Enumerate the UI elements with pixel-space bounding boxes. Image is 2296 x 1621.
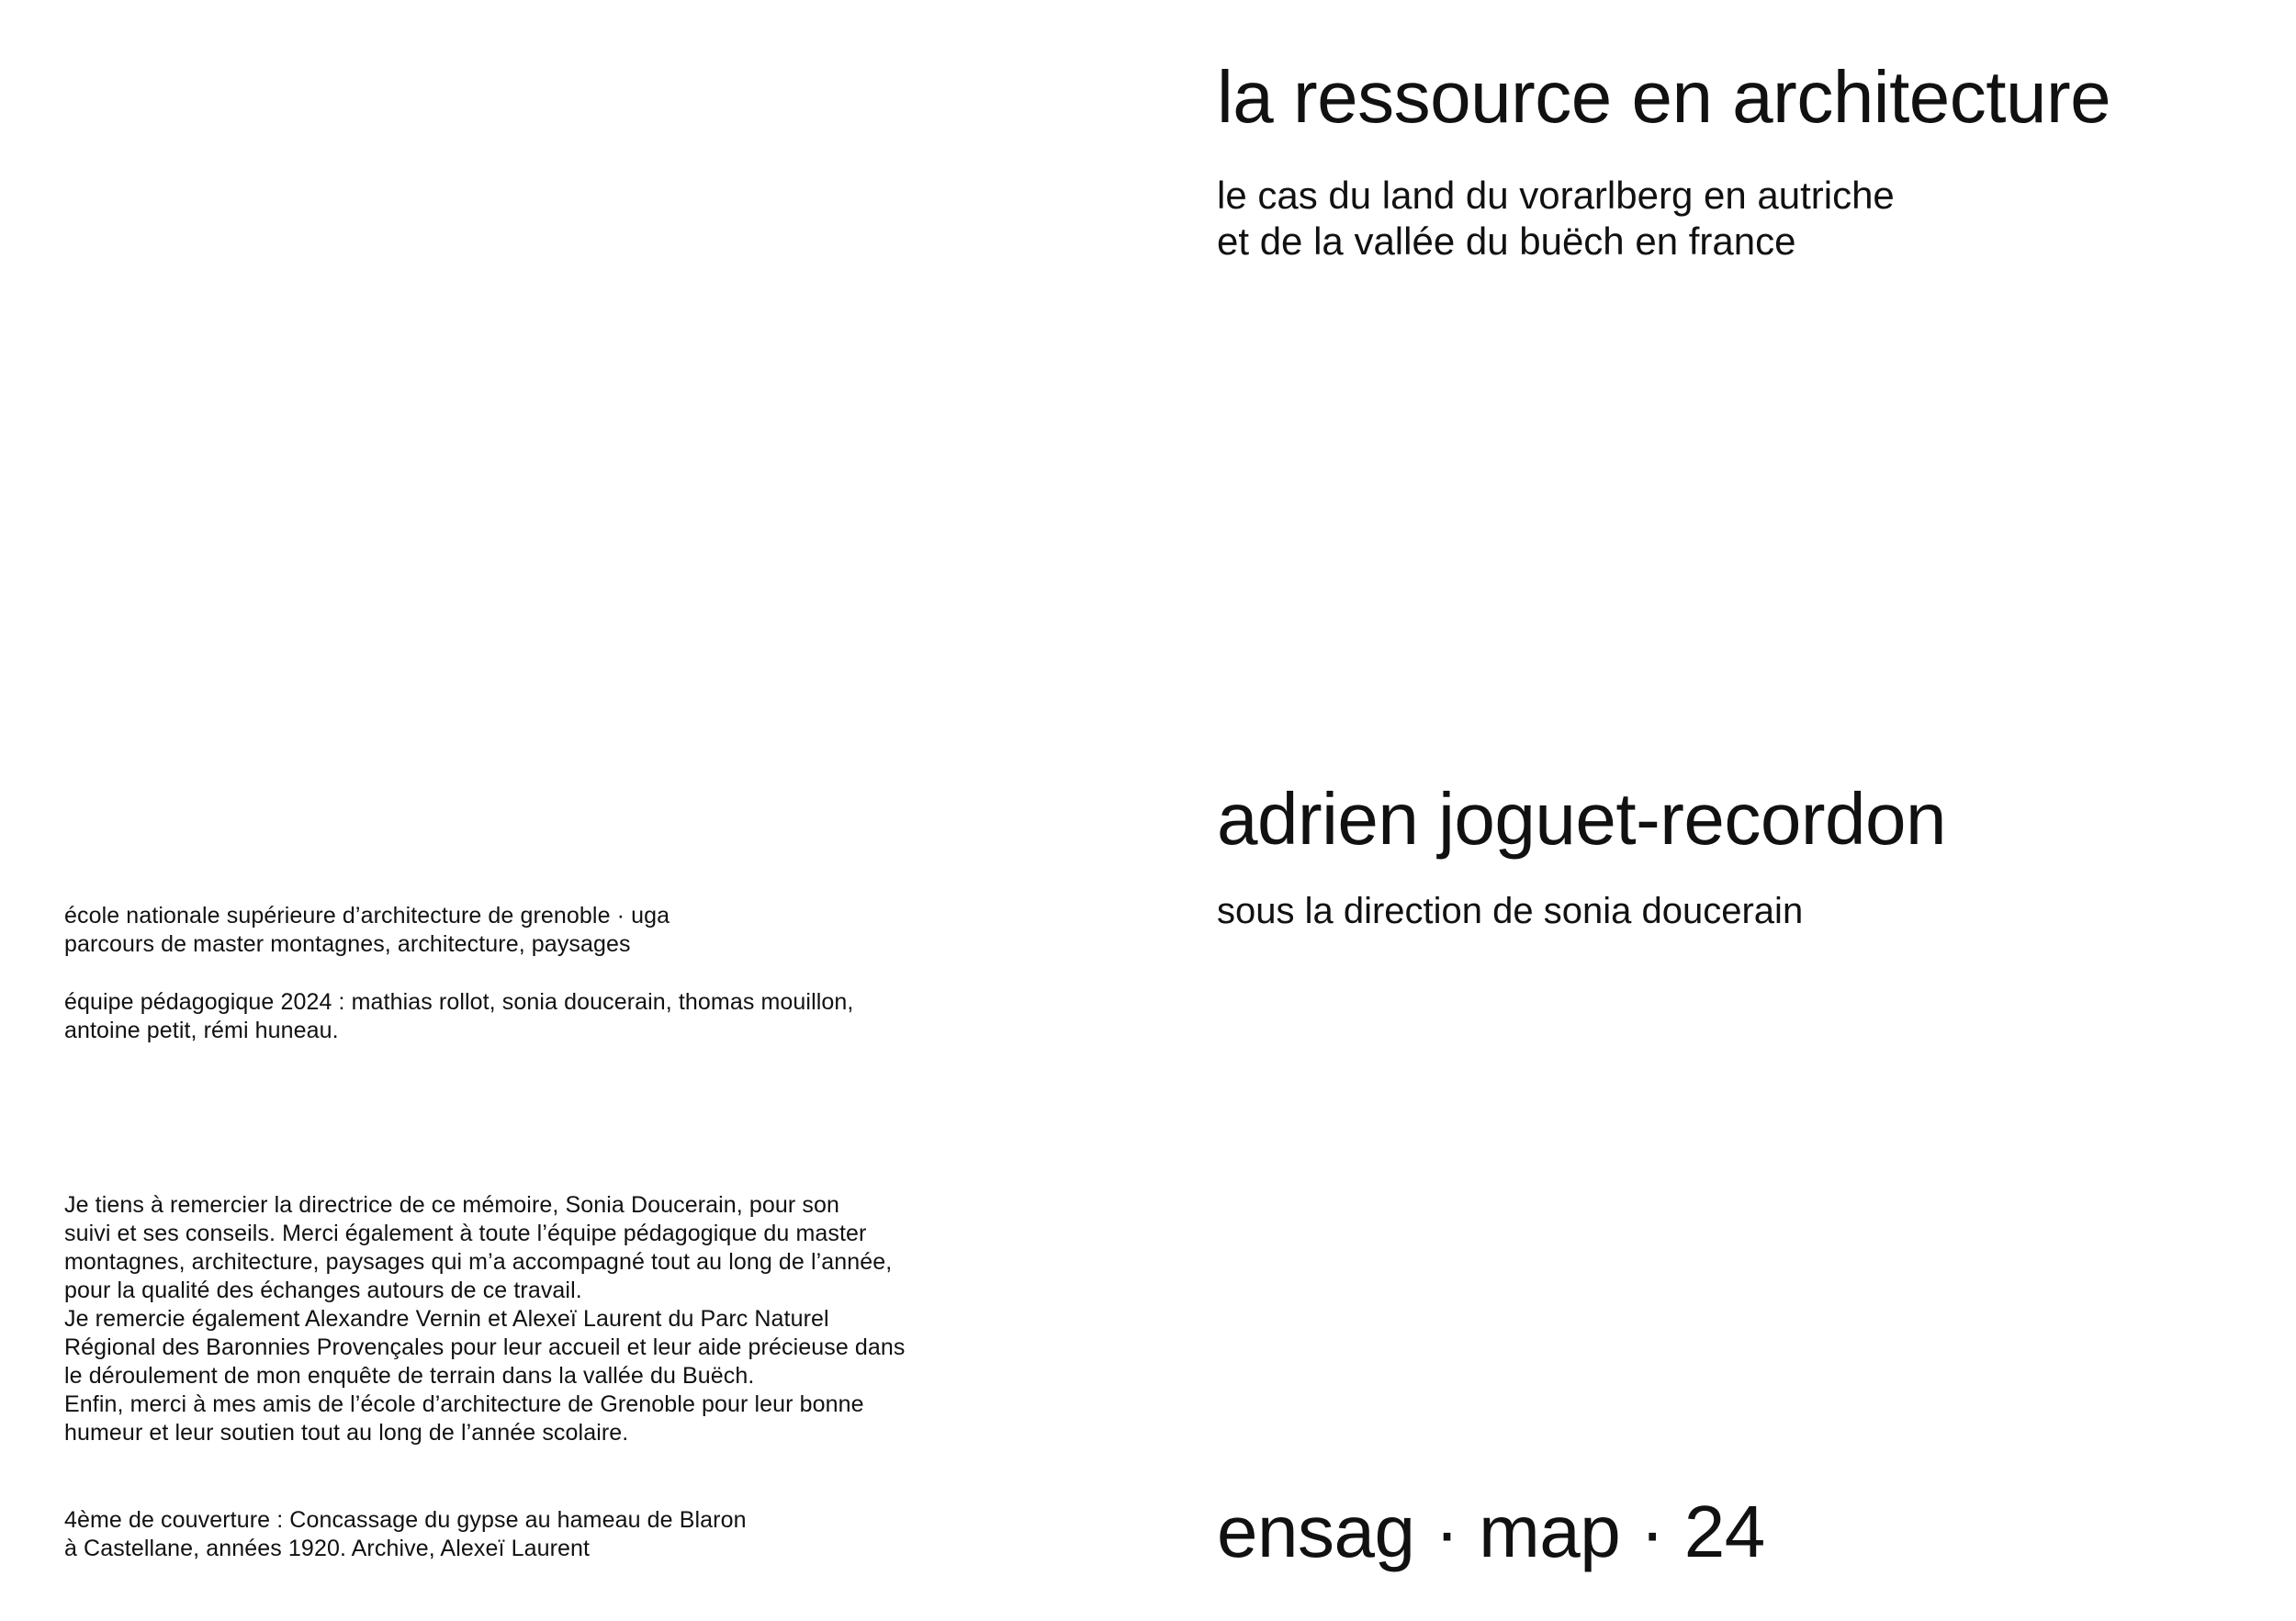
acknowledgements-text: Je tiens à remercier la directrice de ce mémoire, Sonia Doucerain, pour son suivi et ses conseils. Merci également à toute l’équipe pédagogique du master montagnes, architecture, paysages qui m’a accompagné tout au long de l’année, pour la qualité des échanges autours de ce travail. Je remercie également Alexandre Vernin et Alexeï Laurent du Parc Naturel Régional des Baronnies Provençales pour leur accueil et leur aide précieuse dans le déroulement de mon enquête de terrain dans la vallée du Buëch. Enfin, merci à mes amis de l’école d’architecture de Grenoble pour leur bonne humeur et leur soutien tout au long de l’année scolaire. xyxy=(64,1192,906,1446)
acknowledgements xyxy=(64,1191,906,1447)
cover-credit-text: 4ème de couverture : Concassage du gypse au hameau de Blaron à Castellane, années 1920. Archive, Alexeï Laurent xyxy=(64,1507,747,1561)
cover-credit xyxy=(64,1506,747,1563)
team-info-text: équipe pédagogique 2024 : mathias rollot, sonia doucerain, thomas mouillon, antoine petit, rémi huneau. xyxy=(64,989,854,1043)
thesis-title: la ressource en architecture xyxy=(1217,56,2111,138)
school-info-text: école nationale supérieure d’architecture de grenoble · uga parcours de master montagnes, architecture, paysages xyxy=(64,903,670,957)
thesis-subtitle: le cas du land du vorarlberg en autriche et de la vallée du buëch en france xyxy=(1217,174,1895,263)
director-line: sous la direction de sonia doucerain xyxy=(1217,891,1804,931)
publication-mark: ensag · map · 24 xyxy=(1217,1491,1765,1572)
team-info xyxy=(64,988,853,1045)
right-page xyxy=(1148,0,2296,1621)
author-name: adrien joguet-recordon xyxy=(1217,778,1946,860)
school-info xyxy=(64,902,670,959)
